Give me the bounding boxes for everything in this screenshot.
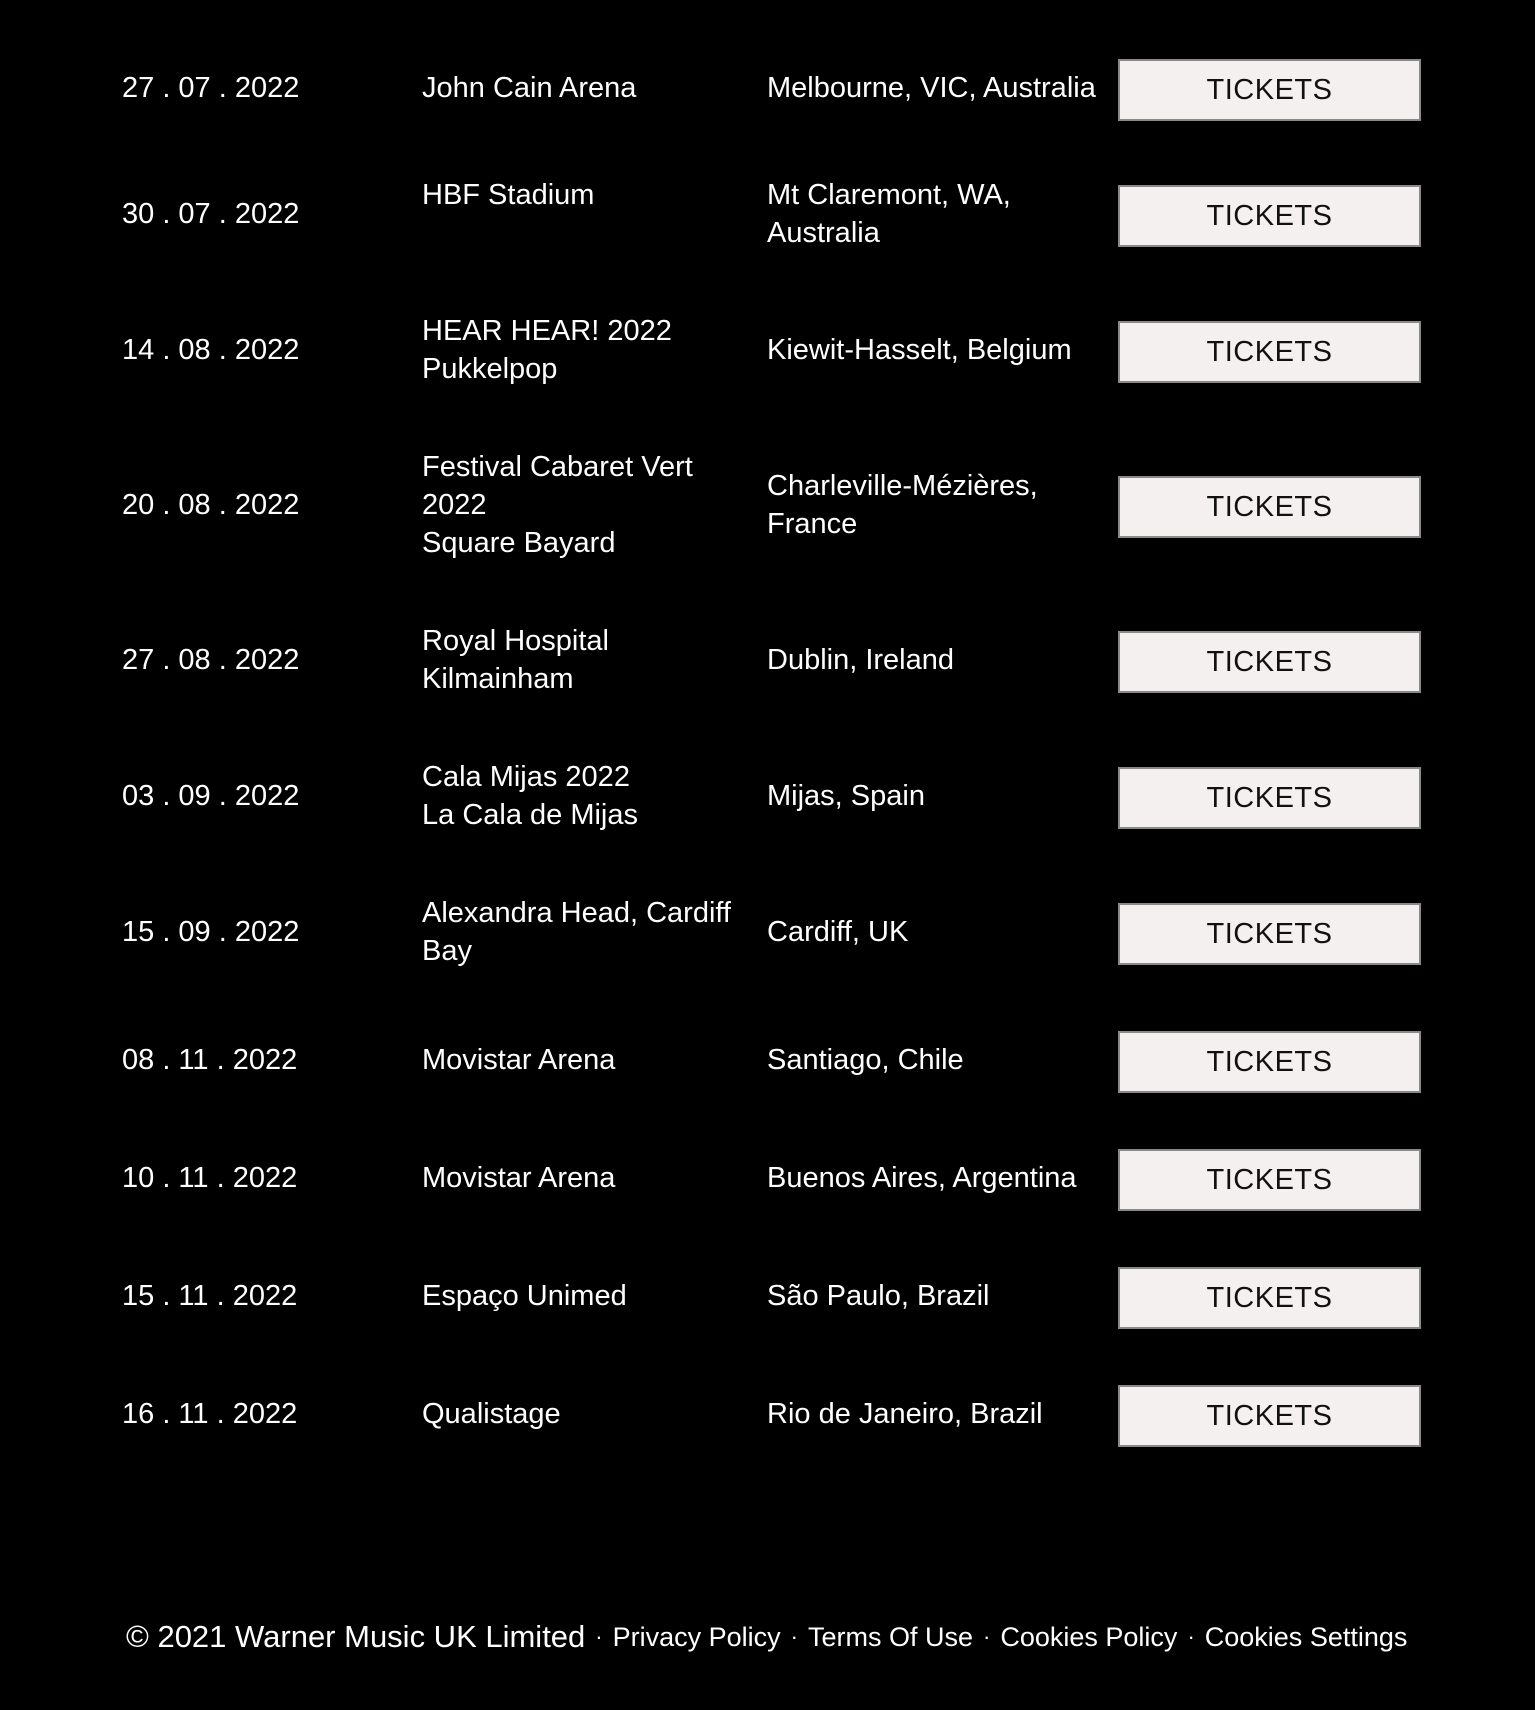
tickets-button[interactable]: TICKETS: [1118, 767, 1421, 829]
tour-city: Santiago, Chile: [767, 1044, 964, 1076]
tickets-button[interactable]: TICKETS: [1118, 1149, 1421, 1211]
tour-city: Mt Claremont, WA, Australia: [767, 179, 1011, 249]
tour-venue: HEAR HEAR! 2022 Pukkelpop: [422, 315, 672, 385]
tour-city: Charleville-Mézières, France: [767, 470, 1038, 540]
tour-city: Rio de Janeiro, Brazil: [767, 1398, 1043, 1430]
tour-row: [0, 622, 1535, 698]
tour-date: 15 . 09 . 2022: [122, 916, 300, 948]
tour-date: 15 . 11 . 2022: [122, 1280, 298, 1312]
footer: [126, 1614, 1407, 1660]
footer-separator: ·: [983, 1624, 991, 1649]
privacy-policy-link[interactable]: Privacy Policy: [612, 1621, 781, 1652]
tickets-button[interactable]: TICKETS: [1118, 903, 1421, 965]
tour-row: [0, 448, 1535, 562]
terms-of-use-link[interactable]: Terms Of Use: [808, 1621, 974, 1652]
tour-row: [0, 1256, 1535, 1336]
tickets-button[interactable]: TICKETS: [1118, 1385, 1421, 1447]
tour-row: [0, 1020, 1535, 1100]
tickets-button[interactable]: TICKETS: [1118, 476, 1421, 538]
tour-date: 14 . 08 . 2022: [122, 334, 300, 366]
tour-row: [0, 176, 1535, 252]
tour-venue: Movistar Arena: [422, 1044, 616, 1076]
tour-row: [0, 48, 1535, 128]
tour-city: Kiewit-Hasselt, Belgium: [767, 334, 1072, 366]
tour-date: 03 . 09 . 2022: [122, 780, 300, 812]
tour-row: [0, 1374, 1535, 1454]
tour-row: [0, 312, 1535, 388]
tour-row: [0, 758, 1535, 834]
tour-date: 27 . 08 . 2022: [122, 644, 300, 676]
tour-date: 27 . 07 . 2022: [122, 72, 300, 104]
tour-row: [0, 1138, 1535, 1218]
tour-city: Melbourne, VIC, Australia: [767, 72, 1096, 104]
tour-venue: John Cain Arena: [422, 72, 637, 104]
tour-venue: Festival Cabaret Vert 2022 Square Bayard: [422, 451, 693, 559]
tour-date: 30 . 07 . 2022: [122, 198, 300, 230]
tour-venue: Espaço Unimed: [422, 1280, 627, 1312]
tickets-button[interactable]: TICKETS: [1118, 321, 1421, 383]
tour-venue: Qualistage: [422, 1398, 561, 1430]
tour-venue: Cala Mijas 2022 La Cala de Mijas: [422, 761, 638, 831]
tour-city: Mijas, Spain: [767, 780, 925, 812]
copyright-text: © 2021 Warner Music UK Limited: [126, 1619, 586, 1654]
cookies-settings-link[interactable]: Cookies Settings: [1204, 1621, 1408, 1652]
footer-separator: ·: [1187, 1624, 1195, 1649]
tour-venue: Royal Hospital Kilmainham: [422, 625, 609, 695]
tour-venue: HBF Stadium: [422, 179, 595, 211]
tour-city: Cardiff, UK: [767, 916, 909, 948]
tickets-button[interactable]: TICKETS: [1118, 631, 1421, 693]
tour-date: 10 . 11 . 2022: [122, 1162, 298, 1194]
tour-date: 16 . 11 . 2022: [122, 1398, 298, 1430]
tour-city: Buenos Aires, Argentina: [767, 1162, 1077, 1194]
cookies-policy-link[interactable]: Cookies Policy: [1000, 1621, 1178, 1652]
tour-date: 08 . 11 . 2022: [122, 1044, 298, 1076]
footer-separator: ·: [790, 1624, 798, 1649]
tour-row: [0, 894, 1535, 970]
tour-city: São Paulo, Brazil: [767, 1280, 990, 1312]
tour-date: 20 . 08 . 2022: [122, 489, 300, 521]
tour-venue: Alexandra Head, Cardiff Bay: [422, 897, 731, 967]
tour-venue: Movistar Arena: [422, 1162, 616, 1194]
tickets-button[interactable]: TICKETS: [1118, 185, 1421, 247]
footer-separator: ·: [595, 1624, 603, 1649]
tour-city: Dublin, Ireland: [767, 644, 954, 676]
tickets-button[interactable]: TICKETS: [1118, 1267, 1421, 1329]
tickets-button[interactable]: TICKETS: [1118, 1031, 1421, 1093]
tickets-button[interactable]: TICKETS: [1118, 59, 1421, 121]
